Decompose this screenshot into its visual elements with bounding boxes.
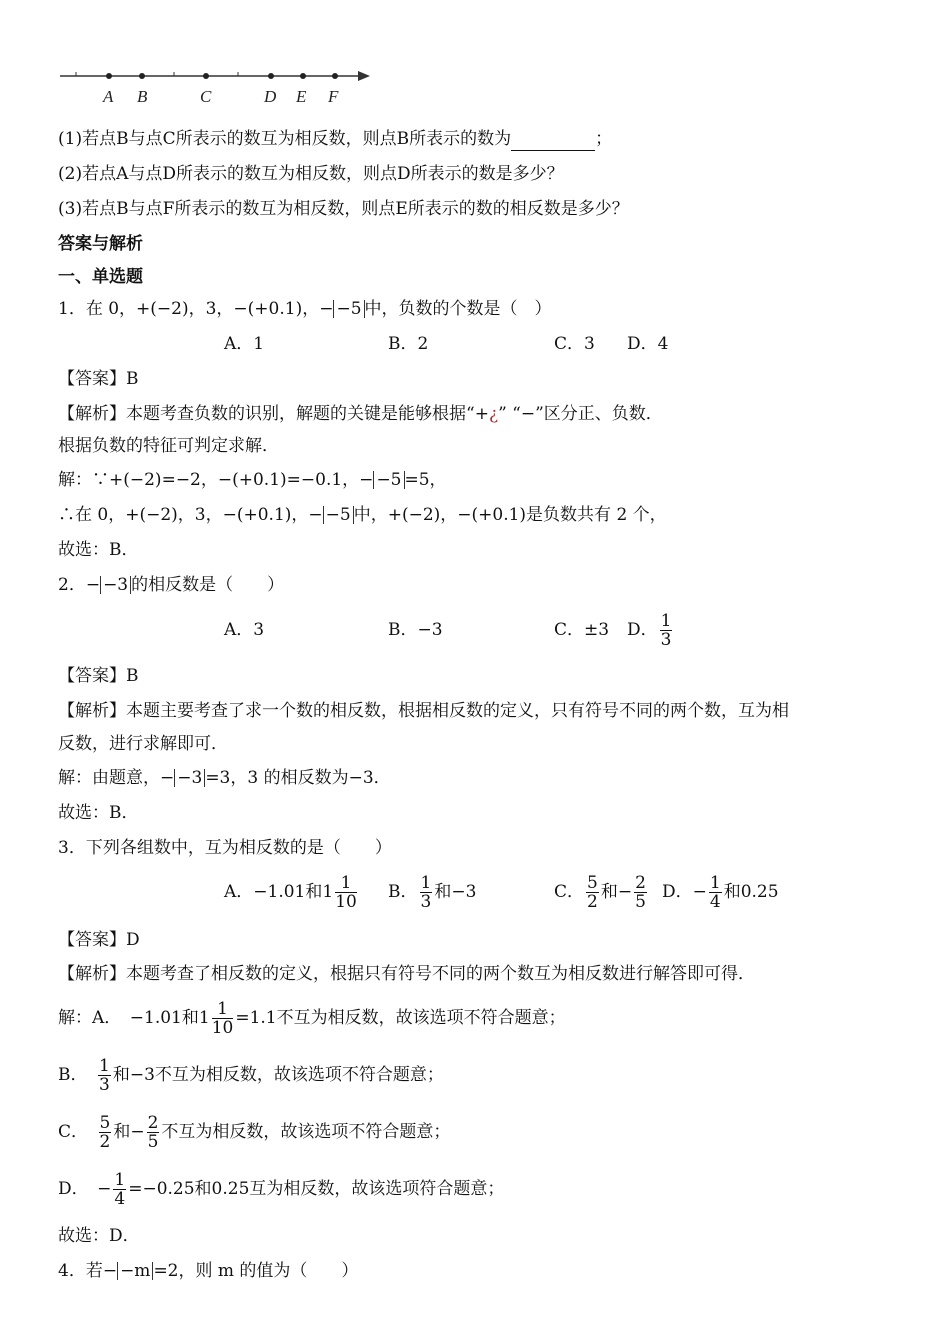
fraction: $\frac{1}{4}$	[709, 873, 721, 912]
p3-choice: 故选：D．	[58, 1226, 140, 1246]
absolute-value: −3	[100, 576, 131, 594]
p1-option-d: D．4	[627, 334, 669, 354]
p2-option-b: B．−3	[388, 620, 443, 640]
absolute-value: −5	[323, 506, 354, 524]
label-d: D	[264, 87, 277, 106]
label-b: B	[137, 87, 148, 106]
absolute-value: −5	[373, 471, 404, 489]
p1-solution-1: 解：∵+(−2)=−2，−(+0.1)=−0.1，− −5 =5，	[58, 470, 447, 490]
absolute-value: −3	[174, 769, 205, 787]
fraction: $\frac{1}{3}$	[420, 873, 432, 912]
point-e	[300, 73, 306, 79]
p1-option-b: B．2	[388, 334, 429, 354]
p1-analysis-2: 根据负数的特征可判定求解．	[58, 436, 279, 456]
absolute-value: −5	[333, 300, 364, 318]
p3-option-c: C． $\frac{5}{2}$ 和− $\frac{2}{5}$	[554, 873, 646, 912]
point-a	[106, 73, 112, 79]
fraction: $\frac{5}{2}$	[587, 873, 598, 912]
fraction: $\frac{1}{4}$	[114, 1170, 126, 1209]
answers-heading: 答案与解析	[58, 234, 143, 254]
question-3: (3)若点B与点F所表示的数互为相反数，则点E所表示的数的相反数是多少？	[58, 199, 629, 219]
problem-3-stem: 3．下列各组数中，互为相反数的是（ ）	[58, 838, 392, 858]
label-f: F	[328, 87, 339, 106]
p1-choice: 故选：B．	[58, 540, 139, 560]
p2-answer: 【答案】B	[58, 666, 139, 686]
question-1: (1)若点B与点C所表示的数互为相反数，则点B所表示的数为 ；	[58, 129, 613, 149]
fraction: $\frac{2}{5}$	[147, 1113, 159, 1152]
number-line-figure	[58, 62, 378, 110]
p3-solution-b: B． $\frac{1}{3}$ 和−3不互为相反数，故该选项不符合题意；	[58, 1056, 444, 1095]
p2-option-d: D． $\frac{1}{3}$	[627, 611, 672, 650]
p3-option-d: D．− $\frac{1}{4}$ 和0.25	[662, 873, 779, 912]
p3-analysis: 【解析】本题考查了相反数的定义，根据只有符号不同的两个数互为相反数进行解答即可得．	[58, 964, 755, 984]
question-2: (2)若点A与点D所表示的数互为相反数，则点D所表示的数是多少？	[58, 164, 564, 184]
p3-answer: 【答案】D	[58, 930, 140, 950]
section-heading: 一、单选题	[58, 267, 143, 287]
problem-1-stem: 1．在 0，+(−2)，3，−(+0.1)，− −5 中，负数的个数是（ ）	[58, 299, 552, 319]
point-c	[203, 73, 209, 79]
label-a: A	[103, 87, 114, 106]
problem-2-stem: 2．− −3 的相反数是（ ）	[58, 575, 285, 595]
p1-analysis: 【解析】本题考查负数的识别，解题的关键是能够根据“+¿” “−”区分正、负数．	[58, 404, 663, 424]
p2-analysis-2: 反数，进行求解即可．	[58, 734, 228, 754]
p3-solution-c: C． $\frac{5}{2}$ 和− $\frac{2}{5}$ 不互为相反数，故该选项不符合题意；	[58, 1113, 451, 1152]
p1-option-a: A．1	[224, 334, 265, 354]
fraction: $\frac{2}{5}$	[635, 873, 646, 912]
label-e: E	[296, 87, 307, 106]
p1-option-c: C．3	[554, 334, 595, 354]
p2-choice: 故选：B．	[58, 803, 139, 823]
fraction: $\frac{1}{10}$	[335, 873, 357, 912]
point-f	[332, 73, 338, 79]
p1-solution-2: ∴在 0，+(−2)，3，−(+0.1)，− −5 中，+(−2)，−(+0.1)是负数共有 2 个，	[58, 505, 667, 525]
answer-blank	[511, 132, 595, 151]
fraction: $\frac{1}{10}$	[211, 999, 234, 1038]
p3-solution-a: 解：A． −1.01和1 $\frac{1}{10}$ =1.1不互为相反数，故该选项不符合题意；	[58, 999, 566, 1038]
p2-analysis: 【解析】本题主要考查了求一个数的相反数，根据相反数的定义，只有符号不同的两个数，互为相	[58, 701, 789, 721]
point-b	[139, 73, 145, 79]
number-line-arrow	[358, 71, 370, 81]
p2-option-a: A．3	[224, 620, 265, 640]
fraction: $\frac{1}{3}$	[660, 611, 672, 650]
p1-answer: 【答案】B	[58, 369, 139, 389]
fraction: $\frac{5}{2}$	[99, 1113, 111, 1152]
p2-solution: 解：由题意，− −3 =3，3 的相反数为−3．	[58, 768, 391, 788]
p3-option-a: A．−1.01和1 $\frac{1}{10}$	[224, 873, 357, 912]
point-d	[268, 73, 274, 79]
fraction: $\frac{1}{3}$	[99, 1056, 110, 1095]
label-c: C	[200, 87, 212, 106]
p2-option-c: C．±3	[554, 620, 610, 640]
problem-4-stem: 4．若− −m =2，则 m 的值为（ ）	[58, 1261, 359, 1281]
absolute-value: −m	[117, 1262, 153, 1280]
p3-solution-d: D． − $\frac{1}{4}$ =−0.25和0.25互为相反数，故该选项符合题意；	[58, 1170, 505, 1209]
p3-option-b: B． $\frac{1}{3}$ 和−3	[388, 873, 477, 912]
